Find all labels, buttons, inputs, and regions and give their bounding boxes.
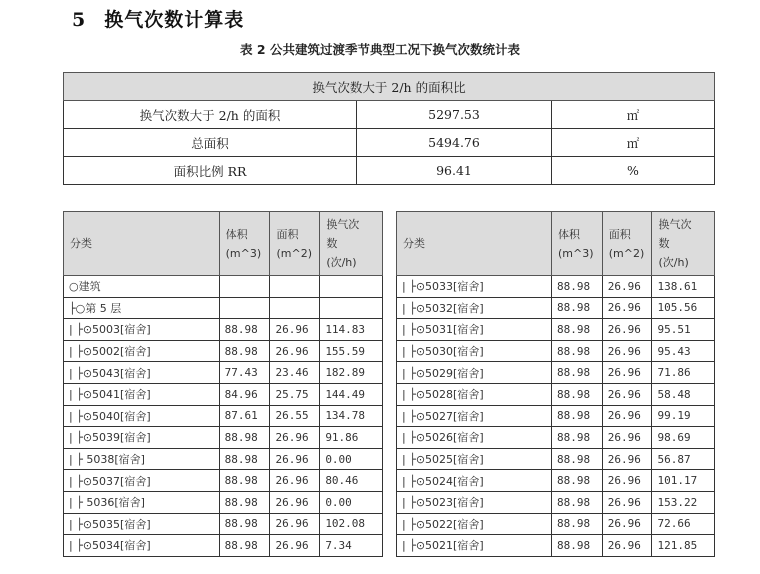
area-cell: 26.96	[270, 535, 320, 557]
volume-cell: 88.98	[219, 535, 270, 557]
volume-cell: 88.98	[551, 297, 602, 319]
area-cell: 25.75	[270, 383, 320, 405]
area-cell: 26.96	[270, 491, 320, 513]
summary-row	[64, 157, 715, 185]
volume-cell: 87.61	[219, 405, 270, 427]
room-name: | ├⊙5003[宿舍]	[64, 319, 220, 341]
ach-cell: 56.87	[652, 448, 715, 470]
table-row	[397, 427, 715, 449]
area-cell: 26.55	[270, 405, 320, 427]
room-name: | ├⊙5024[宿舍]	[397, 470, 552, 492]
summary-label: 换气次数大于 2/h 的面积	[64, 101, 357, 129]
ach-cell	[320, 276, 383, 298]
area-cell: 23.46	[270, 362, 320, 384]
ach-cell: 134.78	[320, 405, 383, 427]
header-area: 面积 (m^2)	[602, 212, 652, 276]
room-name: | ├⊙5034[宿舍]	[64, 535, 220, 557]
summary-value: 5297.53	[357, 101, 552, 129]
header-ach: 换气次 数 (次/h)	[320, 212, 383, 276]
table-row	[397, 448, 715, 470]
header-ach: 换气次 数 (次/h)	[652, 212, 715, 276]
area-cell: 26.96	[602, 276, 652, 298]
table-row	[64, 383, 383, 405]
area-cell: 26.96	[270, 319, 320, 341]
room-name: | ├⊙5025[宿舍]	[397, 448, 552, 470]
area-cell: 26.96	[270, 427, 320, 449]
room-name: | ├⊙5040[宿舍]	[64, 405, 220, 427]
ach-cell: 182.89	[320, 362, 383, 384]
table-row	[64, 340, 383, 362]
area-cell: 26.96	[270, 513, 320, 535]
table-row	[64, 405, 383, 427]
area-cell: 26.96	[602, 405, 652, 427]
table-row	[64, 535, 383, 557]
area-cell: 26.96	[270, 448, 320, 470]
room-name: | ├⊙5029[宿舍]	[397, 362, 552, 384]
table-row	[397, 276, 715, 298]
ach-cell: 7.34	[320, 535, 383, 557]
volume-cell: 88.98	[219, 513, 270, 535]
volume-cell: 88.98	[219, 319, 270, 341]
volume-cell: 88.98	[551, 319, 602, 341]
area-cell: 26.96	[602, 362, 652, 384]
summary-row	[64, 101, 715, 129]
table-row	[64, 319, 383, 341]
volume-cell: 84.96	[219, 383, 270, 405]
ach-cell: 121.85	[652, 535, 715, 557]
summary-header: 换气次数大于 2/h 的面积比	[64, 73, 715, 101]
section-heading	[72, 5, 244, 32]
volume-cell: 88.98	[219, 427, 270, 449]
ach-cell: 71.86	[652, 362, 715, 384]
table-row	[397, 470, 715, 492]
table-row	[397, 513, 715, 535]
volume-cell	[219, 297, 270, 319]
summary-table	[63, 72, 715, 185]
ach-cell: 105.56	[652, 297, 715, 319]
area-cell: 26.96	[602, 513, 652, 535]
header-volume: 体积 (m^3)	[219, 212, 270, 276]
summary-label: 总面积	[64, 129, 357, 157]
table-row	[64, 513, 383, 535]
summary-unit: ㎡	[552, 129, 715, 157]
summary-value: 96.41	[357, 157, 552, 185]
room-name: | ├⊙5031[宿舍]	[397, 319, 552, 341]
ach-cell: 144.49	[320, 383, 383, 405]
table-row	[397, 362, 715, 384]
table-row	[397, 340, 715, 362]
ach-cell: 58.48	[652, 383, 715, 405]
header-category: 分类	[64, 212, 220, 276]
ach-cell: 99.19	[652, 405, 715, 427]
table-row	[397, 535, 715, 557]
ach-cell: 155.59	[320, 340, 383, 362]
room-name: | ├⊙5032[宿舍]	[397, 297, 552, 319]
ach-cell	[320, 297, 383, 319]
area-cell: 26.96	[602, 448, 652, 470]
table-row	[64, 470, 383, 492]
table-row	[397, 491, 715, 513]
room-name: | ├⊙5021[宿舍]	[397, 535, 552, 557]
room-name: | ├ 5036[宿舍]	[64, 491, 220, 513]
table-row	[64, 491, 383, 513]
room-name: | ├⊙5026[宿舍]	[397, 427, 552, 449]
summary-value: 5494.76	[357, 129, 552, 157]
area-cell	[270, 297, 320, 319]
room-name: | ├⊙5030[宿舍]	[397, 340, 552, 362]
volume-cell: 88.98	[551, 470, 602, 492]
ach-cell: 0.00	[320, 448, 383, 470]
room-name: | ├⊙5028[宿舍]	[397, 383, 552, 405]
table-caption: 表 2 公共建筑过渡季节典型工况下换气次数统计表	[240, 42, 520, 57]
table-row	[397, 297, 715, 319]
header-area: 面积 (m^2)	[270, 212, 320, 276]
room-name: | ├⊙5041[宿舍]	[64, 383, 220, 405]
ach-cell: 98.69	[652, 427, 715, 449]
volume-cell: 88.98	[551, 383, 602, 405]
room-name: | ├⊙5037[宿舍]	[64, 470, 220, 492]
table-row	[64, 276, 383, 298]
table-row	[64, 427, 383, 449]
ach-cell: 153.22	[652, 491, 715, 513]
volume-cell: 88.98	[219, 448, 270, 470]
area-cell: 26.96	[270, 340, 320, 362]
volume-cell: 88.98	[551, 535, 602, 557]
ach-cell: 0.00	[320, 491, 383, 513]
volume-cell: 88.98	[551, 405, 602, 427]
room-name: ○建筑	[64, 276, 220, 298]
area-cell	[270, 276, 320, 298]
room-name: | ├⊙5043[宿舍]	[64, 362, 220, 384]
volume-cell: 88.98	[551, 491, 602, 513]
area-cell: 26.96	[270, 470, 320, 492]
area-cell: 26.96	[602, 319, 652, 341]
volume-cell: 88.98	[551, 362, 602, 384]
area-cell: 26.96	[602, 427, 652, 449]
room-name: | ├ 5038[宿舍]	[64, 448, 220, 470]
ach-cell: 102.08	[320, 513, 383, 535]
section-title: 换气次数计算表	[104, 9, 245, 31]
volume-cell: 88.98	[219, 470, 270, 492]
ach-cell: 95.43	[652, 340, 715, 362]
volume-cell: 88.98	[219, 340, 270, 362]
room-name: | ├⊙5039[宿舍]	[64, 427, 220, 449]
volume-cell: 88.98	[551, 513, 602, 535]
volume-cell	[219, 276, 270, 298]
volume-cell: 88.98	[551, 427, 602, 449]
table-row	[64, 362, 383, 384]
room-name: | ├⊙5022[宿舍]	[397, 513, 552, 535]
area-cell: 26.96	[602, 297, 652, 319]
header-category: 分类	[397, 212, 552, 276]
room-name: | ├⊙5035[宿舍]	[64, 513, 220, 535]
detail-table-right	[396, 211, 715, 557]
detail-table-left	[63, 211, 383, 557]
volume-cell: 88.98	[551, 340, 602, 362]
room-name: | ├⊙5027[宿舍]	[397, 405, 552, 427]
ach-cell: 72.66	[652, 513, 715, 535]
volume-cell: 88.98	[551, 276, 602, 298]
area-cell: 26.96	[602, 491, 652, 513]
room-name: ├○第 5 层	[64, 297, 220, 319]
summary-unit: %	[552, 157, 715, 185]
section-number: 5	[72, 9, 87, 31]
ach-cell: 138.61	[652, 276, 715, 298]
room-name: | ├⊙5033[宿舍]	[397, 276, 552, 298]
area-cell: 26.96	[602, 470, 652, 492]
summary-label: 面积比例 RR	[64, 157, 357, 185]
table-row	[64, 297, 383, 319]
area-cell: 26.96	[602, 383, 652, 405]
table-row	[397, 319, 715, 341]
ach-cell: 80.46	[320, 470, 383, 492]
table-row	[397, 405, 715, 427]
header-volume: 体积 (m^3)	[551, 212, 602, 276]
ach-cell: 95.51	[652, 319, 715, 341]
ach-cell: 91.86	[320, 427, 383, 449]
summary-unit: ㎡	[552, 101, 715, 129]
area-cell: 26.96	[602, 535, 652, 557]
table-row	[397, 383, 715, 405]
volume-cell: 77.43	[219, 362, 270, 384]
volume-cell: 88.98	[551, 448, 602, 470]
ach-cell: 114.83	[320, 319, 383, 341]
room-name: | ├⊙5002[宿舍]	[64, 340, 220, 362]
volume-cell: 88.98	[219, 491, 270, 513]
area-cell: 26.96	[602, 340, 652, 362]
ach-cell: 101.17	[652, 470, 715, 492]
room-name: | ├⊙5023[宿舍]	[397, 491, 552, 513]
summary-row	[64, 129, 715, 157]
table-row	[64, 448, 383, 470]
